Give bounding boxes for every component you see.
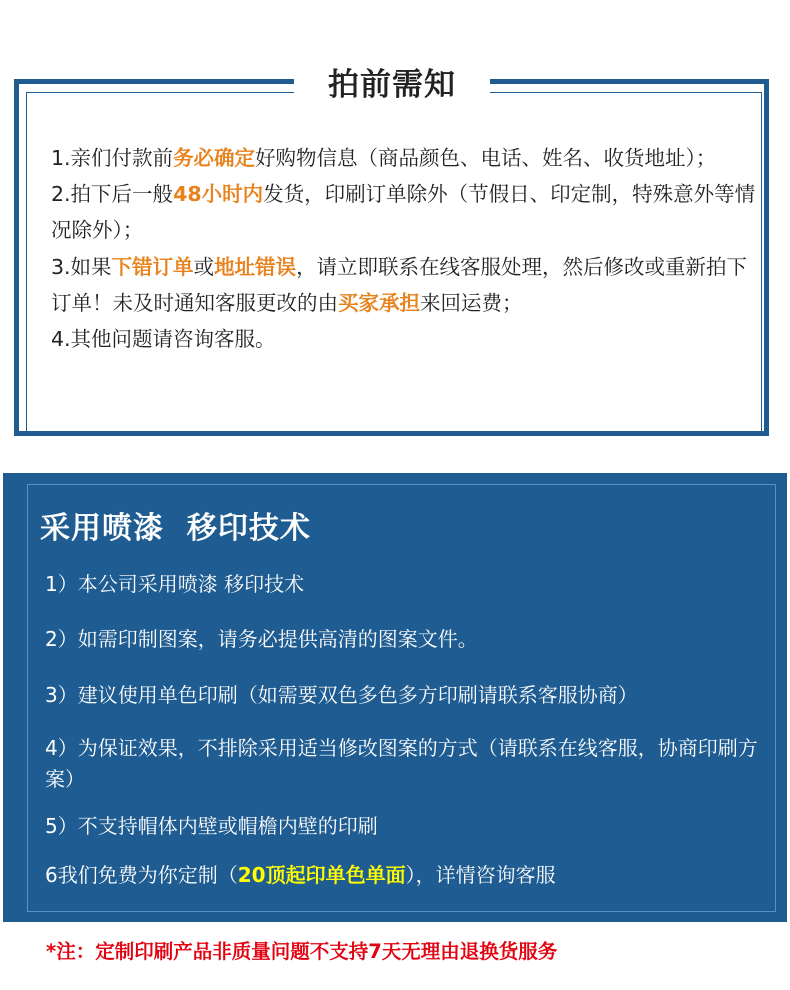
tech-text: 2）如需印制图案，请务必提供高清的图案文件。 [45, 627, 478, 651]
notice-text: 来回运费； [420, 290, 523, 315]
tech-text: ），详情咨询客服 [405, 863, 556, 887]
tech-item [45, 733, 775, 795]
tech-item [45, 624, 775, 655]
notice-text: 3.如果 [51, 254, 112, 279]
notice-title: 拍前需知 [328, 67, 456, 103]
notice-highlight: 务必确定 [173, 146, 256, 170]
notice-text: ，请立即联系在线客服处理，然后修改或重新拍下订单！未及时通知客服更改的由 [51, 254, 748, 315]
tech-text: 4）为保证效果，不排除采用适当修改图案的方式（请联系在线客服，协商印刷方案） [45, 736, 758, 791]
notice-text: 发货，印刷订单除外（节假日、印定制，特殊意外等情况除外）； [51, 182, 756, 243]
notice-highlight: 买家承担 [338, 290, 420, 315]
tech-text: 3）建议使用单色印刷（如需要双色多色多方印刷请联系客服协商） [45, 683, 638, 707]
tech-text: 1）本公司采用喷漆 移印技术 [45, 572, 305, 596]
notice-text: 或 [193, 254, 215, 279]
notice-highlight: 下错订单 [111, 254, 194, 279]
tech-item [45, 811, 775, 842]
tech-item [45, 860, 775, 891]
notice-item [51, 249, 756, 321]
notice-text: 好购物信息（商品颜色、电话、姓名、收货地址）； [255, 146, 717, 170]
tech-item [45, 569, 775, 600]
notice-item [51, 321, 756, 357]
notice-text: 4.其他问题请咨询客服。 [51, 327, 276, 352]
tech-text: 6我们免费为你定制（ [45, 863, 238, 887]
notice-text: 1.亲们付款前 [51, 146, 174, 170]
notice-list [51, 140, 756, 357]
tech-highlight: 20顶起印单色单面 [237, 863, 406, 887]
tech-text: 5）不支持帽体内壁或帽檐内壁的印刷 [45, 814, 378, 838]
tech-title: 采用喷漆 移印技术 [40, 511, 311, 546]
tech-item [45, 680, 775, 711]
notice-item [51, 176, 756, 248]
notice-highlight: 48小时内 [173, 182, 264, 207]
notice-highlight: 地址错误 [214, 254, 297, 279]
notice-item [51, 140, 756, 176]
footer-note: *注：定制印刷产品非质量问题不支持7天无理由退换货服务 [46, 940, 558, 963]
notice-text: 2.拍下后一般 [51, 182, 174, 207]
